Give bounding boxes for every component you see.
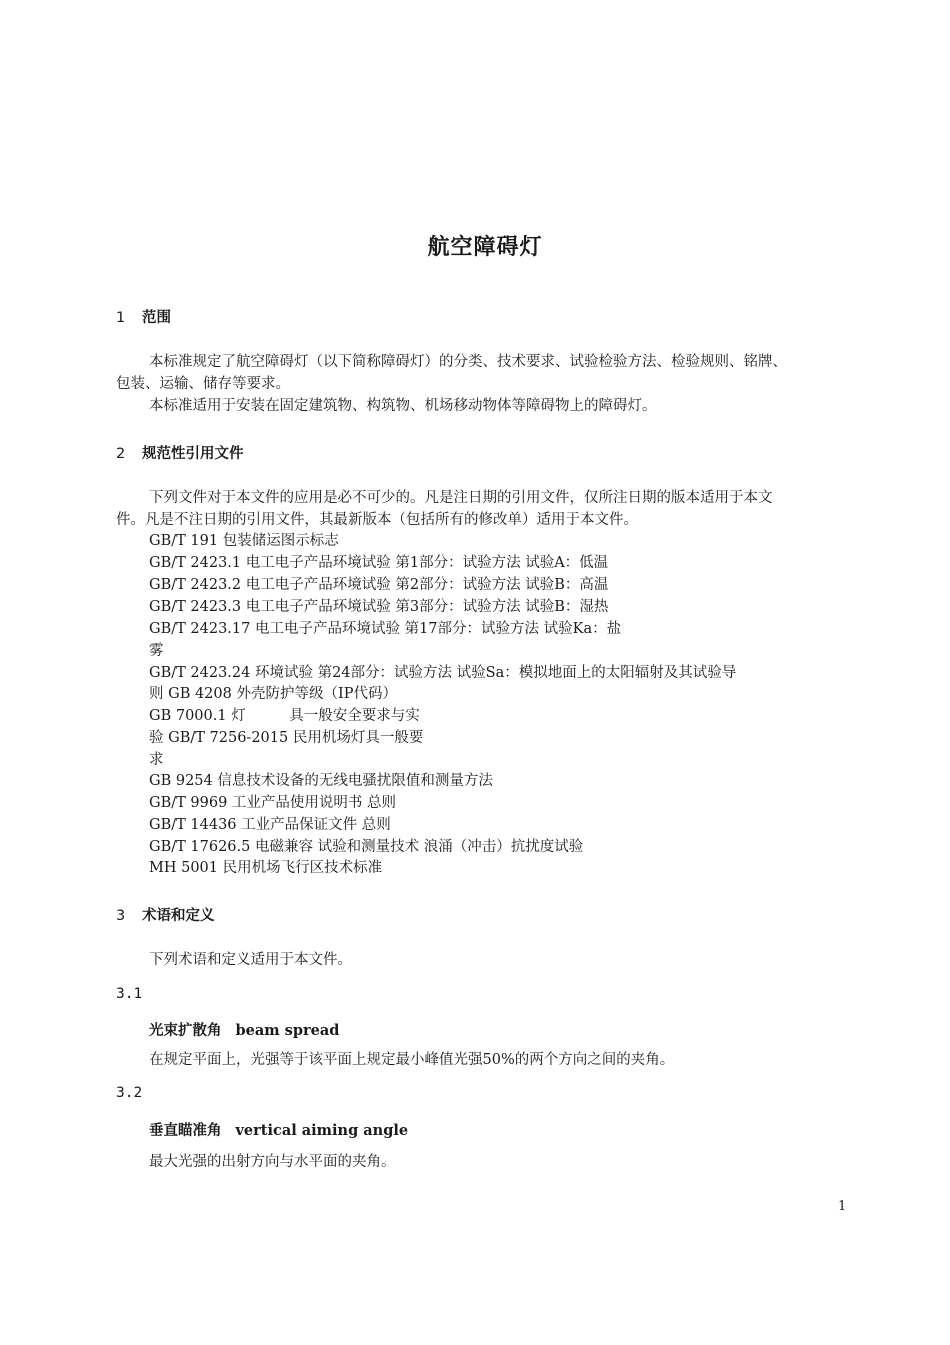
section-title: 范围 [142, 310, 171, 326]
reference-line: MH 5001 民用机场飞行区技术标准 [149, 860, 383, 876]
scope-paragraph-line: 包装、运输、储存等要求。 [116, 376, 290, 392]
reference-line: 验 GB/T 7256-2015 民用机场灯具一般要 [149, 730, 424, 746]
section-2-heading [116, 442, 244, 463]
reference-line: GB 9254 信息技术设备的无线电骚扰限值和测量方法 [149, 773, 493, 789]
page-number: 1 [838, 1199, 847, 1214]
reference-line: 雾 [149, 643, 164, 659]
section-number: 1 [116, 310, 126, 326]
references-intro-line: 下列文件对于本文件的应用是必不可少的。凡是注日期的引用文件，仅所注日期的版本适用于本文 [149, 490, 773, 506]
section-title: 规范性引用文件 [142, 446, 244, 462]
reference-line: GB 7000.1 灯 具一般安全要求与实 [149, 708, 420, 724]
reference-line: GB/T 2423.24 环境试验 第24部分：试验方法 试验Sa：模拟地面上的太阳辐射及其试验导 [149, 665, 737, 681]
reference-line: GB/T 2423.2 电工电子产品环境试验 第2部分：试验方法 试验B：高温 [149, 577, 609, 593]
section-1-heading [116, 306, 171, 327]
term-heading [149, 1019, 339, 1040]
term-heading [149, 1119, 408, 1140]
term-chinese: 垂直瞄准角 [149, 1122, 222, 1139]
section-number: 3 [116, 908, 126, 924]
reference-line: GB/T 191 包装储运图示标志 [149, 533, 339, 549]
reference-line: 求 [149, 752, 164, 768]
section-number: 2 [116, 446, 126, 462]
term-definition: 最大光强的出射方向与水平面的夹角。 [149, 1154, 396, 1170]
term-english: beam spread [235, 1022, 340, 1039]
terms-intro: 下列术语和定义适用于本文件。 [149, 952, 352, 968]
reference-line: GB/T 2423.17 电工电子产品环境试验 第17部分：试验方法 试验Ka：盐 [149, 621, 622, 637]
scope-paragraph-line: 本标准规定了航空障碍灯（以下简称障碍灯）的分类、技术要求、试验检验方法、检验规则、铭牌、 [149, 354, 787, 370]
term-chinese: 光束扩散角 [149, 1022, 222, 1039]
reference-line: GB/T 9969 工业产品使用说明书 总则 [149, 795, 397, 811]
section-title: 术语和定义 [142, 908, 215, 924]
reference-line: GB/T 2423.1 电工电子产品环境试验 第1部分：试验方法 试验A：低温 [149, 555, 609, 571]
clause-number: 3.1 [116, 986, 143, 1002]
reference-line: GB/T 17626.5 电磁兼容 试验和测量技术 浪涌（冲击）抗扰度试验 [149, 839, 584, 855]
reference-line: 则 GB 4208 外壳防护等级（IP代码） [149, 686, 397, 702]
references-intro-line: 件。凡是不注日期的引用文件，其最新版本（包括所有的修改单）适用于本文件。 [116, 512, 638, 528]
reference-line: GB/T 14436 工业产品保证文件 总则 [149, 817, 391, 833]
scope-paragraph-line: 本标准适用于安装在固定建筑物、构筑物、机场移动物体等障碍物上的障碍灯。 [149, 398, 657, 414]
clause-number: 3.2 [116, 1085, 143, 1101]
term-english: vertical aiming angle [235, 1122, 409, 1139]
reference-line: GB/T 2423.3 电工电子产品环境试验 第3部分：试验方法 试验B：湿热 [149, 599, 609, 615]
section-3-heading [116, 904, 215, 925]
document-title: 航空障碍灯 [427, 235, 543, 260]
term-definition: 在规定平面上，光强等于该平面上规定最小峰值光强50%的两个方向之间的夹角。 [149, 1052, 675, 1068]
